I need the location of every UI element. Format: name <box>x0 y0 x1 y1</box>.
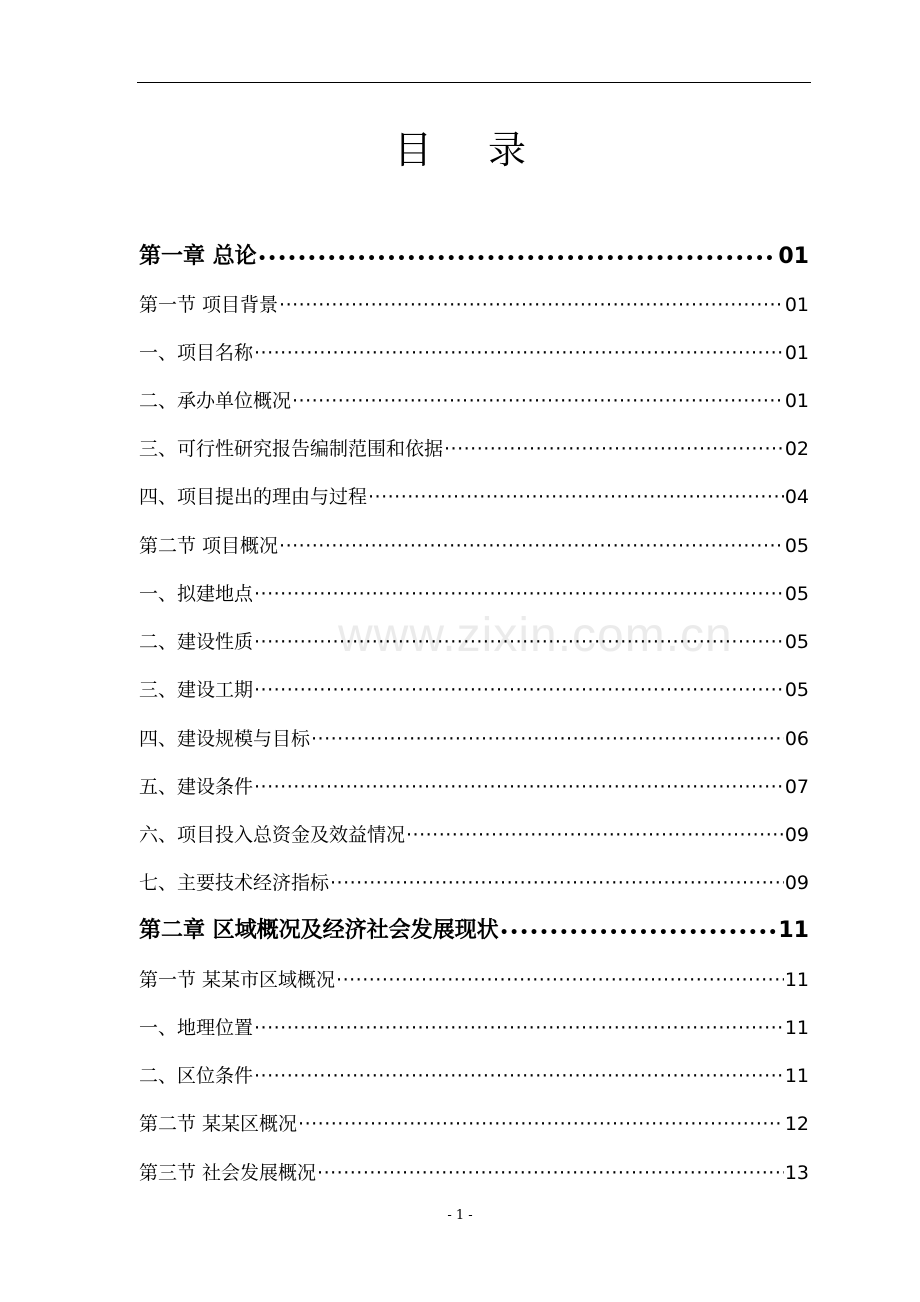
toc-dot-leader <box>254 676 784 704</box>
toc-dot-leader <box>444 435 784 463</box>
toc-page-number: 04 <box>784 486 809 508</box>
toc-page-number: 01 <box>784 294 809 316</box>
toc-entry-text: 第三节 社会发展概况 <box>139 1162 317 1184</box>
toc-entry[interactable] <box>139 773 809 801</box>
toc-entry-text: 四、项目提出的理由与过程 <box>139 486 368 508</box>
toc-entry[interactable] <box>139 1159 809 1187</box>
toc-dot-leader <box>500 916 778 948</box>
toc-page-number: 09 <box>784 824 809 846</box>
toc-dot-leader <box>258 242 778 274</box>
page-footer-number: - 1 - <box>447 1208 473 1223</box>
toc-entry[interactable] <box>139 676 809 704</box>
toc-dot-leader <box>298 1110 784 1138</box>
toc-entry-text: 一、拟建地点 <box>139 583 254 605</box>
toc-dot-leader <box>330 869 784 897</box>
toc-entry-text: 三、建设工期 <box>139 679 254 701</box>
toc-entry[interactable] <box>139 1062 809 1090</box>
toc-entry[interactable] <box>139 291 809 319</box>
toc-page-number: 02 <box>784 438 809 460</box>
toc-entry-text: 一、地理位置 <box>139 1017 254 1039</box>
toc-page-number: 13 <box>784 1162 809 1184</box>
toc-entry[interactable] <box>139 869 809 897</box>
toc-dot-leader <box>254 773 784 801</box>
toc-page-number: 01 <box>778 244 809 269</box>
document-title: 目 录 <box>393 128 549 172</box>
toc-page-number: 05 <box>784 631 809 653</box>
toc-entry-text: 第二节 项目概况 <box>139 535 279 557</box>
toc-page-number: 11 <box>784 1065 809 1087</box>
toc-dot-leader <box>406 821 784 849</box>
toc-entry[interactable] <box>139 483 809 511</box>
toc-entry[interactable] <box>139 1110 809 1138</box>
toc-entry[interactable] <box>139 580 809 608</box>
toc-page-number: 09 <box>784 872 809 894</box>
toc-dot-leader <box>279 291 784 319</box>
watermark-text: www.zixin.com.cn <box>338 609 733 662</box>
toc-entry[interactable] <box>139 914 809 948</box>
toc-page-number: 07 <box>784 776 809 798</box>
toc-entry-text: 第二节 某某区概况 <box>139 1113 298 1135</box>
toc-page-number: 05 <box>784 535 809 557</box>
toc-dot-leader <box>368 483 784 511</box>
toc-dot-leader <box>292 387 784 415</box>
toc-dot-leader <box>254 1014 784 1042</box>
toc-dot-leader <box>311 725 784 753</box>
toc-entry[interactable] <box>139 532 809 560</box>
toc-dot-leader <box>279 532 784 560</box>
toc-entry-text: 二、建设性质 <box>139 631 254 653</box>
toc-entry[interactable] <box>139 435 809 463</box>
toc-entry[interactable] <box>139 1014 809 1042</box>
toc-dot-leader <box>336 966 784 994</box>
toc-page-number: 01 <box>784 342 809 364</box>
toc-entry[interactable] <box>139 387 809 415</box>
toc-entry-text: 一、项目名称 <box>139 342 254 364</box>
toc-page-number: 05 <box>784 583 809 605</box>
toc-entry[interactable] <box>139 966 809 994</box>
toc-page-number: 11 <box>784 969 809 991</box>
toc-entry-text: 二、区位条件 <box>139 1065 254 1087</box>
toc-entry-text: 第一章 总论 <box>139 244 257 269</box>
toc-entry-text: 第一节 某某市区域概况 <box>139 969 336 991</box>
toc-entry-text: 五、建设条件 <box>139 776 254 798</box>
toc-entry[interactable] <box>139 240 809 274</box>
toc-page-number: 11 <box>778 918 809 943</box>
toc-dot-leader <box>254 580 784 608</box>
toc-dot-leader <box>254 1062 784 1090</box>
toc-entry[interactable] <box>139 821 809 849</box>
toc-entry-text: 二、承办单位概况 <box>139 390 292 412</box>
toc-page-number: 06 <box>784 728 809 750</box>
toc-page-number: 12 <box>784 1113 809 1135</box>
toc-dot-leader <box>317 1159 784 1187</box>
toc-entry-text: 第二章 区域概况及经济社会发展现状 <box>139 918 499 943</box>
toc-entry[interactable] <box>139 725 809 753</box>
toc-entry-text: 第一节 项目背景 <box>139 294 279 316</box>
toc-dot-leader <box>254 339 784 367</box>
toc-entry-text: 六、项目投入总资金及效益情况 <box>139 824 406 846</box>
toc-page-number: 11 <box>784 1017 809 1039</box>
toc-entry-text: 三、可行性研究报告编制范围和依据 <box>139 438 444 460</box>
toc-page-number: 05 <box>784 679 809 701</box>
toc-entry[interactable] <box>139 339 809 367</box>
toc-page-number: 01 <box>784 390 809 412</box>
toc-entry-text: 四、建设规模与目标 <box>139 728 311 750</box>
toc-entry-text: 七、主要技术经济指标 <box>139 872 330 894</box>
